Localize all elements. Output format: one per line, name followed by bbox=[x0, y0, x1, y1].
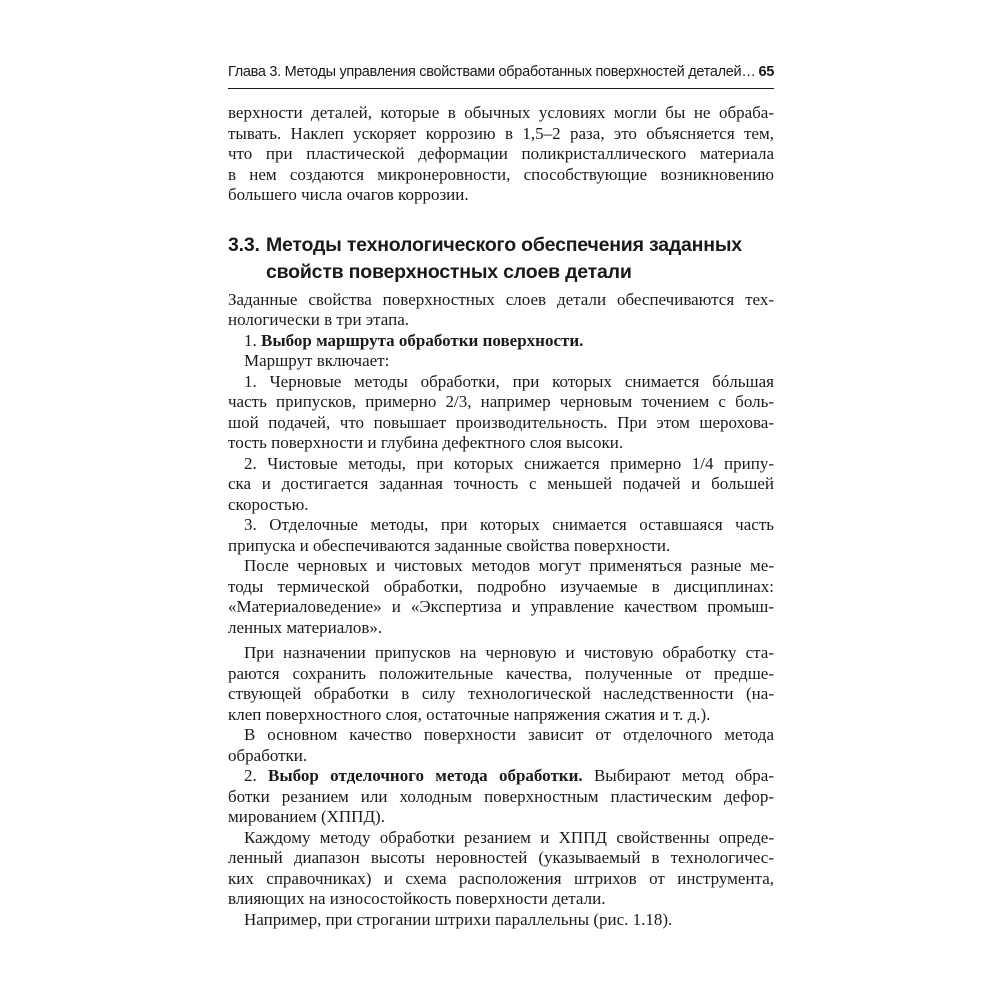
chapter-title: Глава 3. Методы управления свойствами обработанных поверхностей деталей… bbox=[228, 64, 756, 80]
paragraph bbox=[228, 643, 774, 725]
text-line: 2. Выбор отделочного метода обработки. Выбирают метод обра- bbox=[244, 766, 775, 785]
paragraph bbox=[228, 290, 774, 331]
text-line: часть припусков, примерно 2/3, например черновым точением с боль- bbox=[228, 392, 774, 411]
paragraph bbox=[228, 556, 774, 638]
text-line: В основном качество поверхности зависит от отделочного метода bbox=[244, 725, 774, 744]
route-intro: Маршрут включает: bbox=[244, 351, 390, 370]
paragraph bbox=[228, 725, 774, 766]
text-line: ких справочниках) и схема расположения штрихов от инструмента, bbox=[228, 868, 774, 888]
paragraph bbox=[228, 828, 774, 910]
running-head bbox=[228, 64, 774, 80]
list-item-1 bbox=[228, 372, 774, 454]
list-item-2 bbox=[228, 454, 774, 516]
text-line: 3. Отделочные методы, при которых снимается оставшаяся часть bbox=[244, 515, 774, 534]
text-line: При назначении припусков на черновую и чистовую обработку ста- bbox=[244, 643, 774, 662]
step-1-bold: Выбор маршрута обработки поверхности. bbox=[261, 330, 584, 350]
step-2-bold: Выбор отделочного метода обработки. bbox=[268, 766, 583, 785]
text-line: ленных материалов». bbox=[228, 617, 383, 637]
text-line: ска и достигается заданная точность с меньшей подачей и большей bbox=[228, 474, 774, 493]
text-line: Заданные свойства поверхностных слоев детали обеспечиваются тех- bbox=[228, 289, 774, 309]
text-line: раются сохранить положительные качества, полученные от предше- bbox=[228, 663, 774, 683]
section-heading bbox=[228, 232, 774, 286]
step-1-heading: 1. Выбор маршрута обработки поверхности. bbox=[244, 330, 584, 350]
section-number: 3.3. bbox=[228, 233, 260, 256]
text-line: тывать. Наклеп ускоряет коррозию в 1,5–2 раза, это объясняется тем, bbox=[228, 123, 774, 143]
section-title-line: Методы технологического обеспечения заданных bbox=[266, 233, 742, 256]
text-line: нологически в три этапа. bbox=[228, 310, 410, 329]
text-line: «Материаловедение» и «Экспертиза и управление качеством промыш- bbox=[228, 597, 774, 616]
intro-paragraph bbox=[228, 103, 774, 206]
page-number: 65 bbox=[758, 64, 774, 80]
text-line: ленный диапазон высоты неровностей (указываемый в технологичес- bbox=[228, 848, 774, 867]
text-line: 1. Черновые методы обработки, при которых снимается бóльшая bbox=[244, 371, 774, 391]
example-line: Например, при строгании штрихи параллельны (рис. 1.18). bbox=[244, 909, 673, 929]
text-line: верхности деталей, которые в обычных условиях могли бы не обраба- bbox=[228, 103, 774, 122]
text-line: 2. Чистовые методы, при которых снижается примерно 1/4 припу- bbox=[244, 453, 774, 473]
text-line: скоростью. bbox=[228, 494, 309, 514]
text-line: клеп поверхностного слоя, остаточные напряжения сжатия и т. д.). bbox=[228, 704, 711, 724]
text-line: влияющих на износостойкость поверхности детали. bbox=[228, 889, 606, 908]
text-line: обработки. bbox=[228, 745, 308, 765]
text-line: ствующей обработки в силу технологической наследственности (на- bbox=[228, 684, 774, 703]
step-2-paragraph bbox=[228, 766, 774, 828]
page-body bbox=[228, 103, 774, 930]
text-line: После черновых и чистовых методов могут применяться разные ме- bbox=[244, 556, 774, 575]
text-line: ботки резанием или холодным поверхностным пластическим дефор- bbox=[228, 786, 774, 806]
list-item-3 bbox=[228, 515, 774, 556]
text-line: большего числа очагов коррозии. bbox=[228, 185, 469, 204]
header-rule bbox=[228, 88, 774, 89]
text-line: тоды термической обработки, подробно изучаемые в дисциплинах: bbox=[228, 576, 774, 596]
text-line: что при пластической деформации поликристаллического материала bbox=[228, 144, 774, 163]
text-line: Каждому методу обработки резанием и ХППД свойственны опреде- bbox=[244, 827, 774, 847]
text-line: в нем создаются микронеровности, способствующие возникновению bbox=[228, 164, 774, 184]
text-line: шой подачей, что повышает производительность. При этом шерохова- bbox=[228, 412, 774, 432]
text-line: мированием (ХППД). bbox=[228, 807, 385, 826]
section-title-line: свойств поверхностных слоев детали bbox=[266, 260, 632, 283]
text-line: тость поверхности и глубина дефектного слоя высоки. bbox=[228, 433, 624, 452]
text-line: припуска и обеспечиваются заданные свойства поверхности. bbox=[228, 535, 671, 555]
